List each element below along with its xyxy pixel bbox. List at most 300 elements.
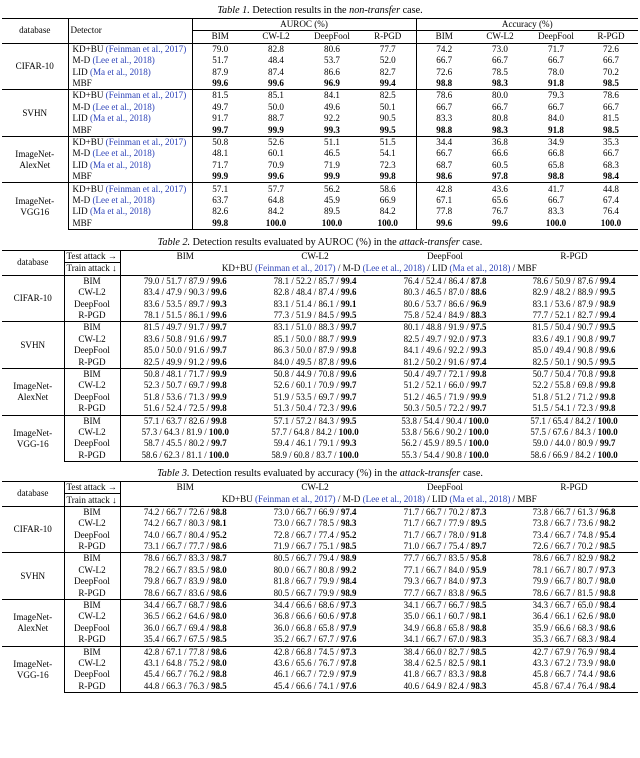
result-values: 53.8 / 54.4 / 90.4 / bbox=[401, 415, 469, 426]
legend-detector: KD+BU (Feinman et al., 2017) bbox=[221, 263, 336, 274]
detector-cell bbox=[68, 148, 192, 159]
accuracy-value: 72.6 bbox=[416, 67, 472, 78]
result-values: 42.8 / 66.8 / 74.5 / bbox=[273, 646, 341, 657]
result-best-value: 99.5 bbox=[599, 356, 616, 367]
result-values: 34.1 / 66.7 / 66.7 / bbox=[403, 600, 471, 611]
train-attack-cell: DeepFool bbox=[64, 392, 120, 403]
result-values: 41.8 / 66.7 / 83.3 / bbox=[403, 669, 471, 680]
auroc-value: 82.6 bbox=[212, 206, 229, 217]
result-values: 35.0 / 66.1 / 60.7 / bbox=[403, 611, 471, 622]
result-cell bbox=[250, 357, 380, 369]
database-cell bbox=[2, 183, 68, 230]
accuracy-value: 71.7 bbox=[528, 43, 584, 55]
result-best-value: 99.8 bbox=[340, 345, 357, 356]
result-values: 58.6 / 62.3 / 81.1 / bbox=[141, 449, 209, 460]
accuracy-value: 98.4 bbox=[603, 171, 619, 182]
result-cell bbox=[510, 611, 638, 622]
table-row bbox=[2, 403, 638, 415]
train-attack-cell: R-PGD bbox=[64, 403, 120, 415]
result-cell bbox=[120, 357, 250, 369]
result-best-value: 98.6 bbox=[211, 646, 227, 657]
result-best-value: 98.0 bbox=[599, 657, 616, 668]
train-attack-cell: CW-L2 bbox=[64, 658, 120, 669]
result-best-value: 99.7 bbox=[599, 438, 616, 449]
result-values: 84.0 / 49.5 / 87.8 / bbox=[273, 356, 341, 367]
auroc-value: 82.7 bbox=[379, 66, 396, 77]
result-cell bbox=[120, 334, 250, 345]
result-best-value: 98.3 bbox=[470, 680, 487, 691]
result-best-value: 98.0 bbox=[211, 564, 227, 575]
result-values: 78.1 / 52.2 / 85.7 / bbox=[273, 275, 341, 286]
table-caption bbox=[0, 0, 640, 17]
result-cell bbox=[510, 357, 638, 369]
table-row bbox=[2, 392, 638, 403]
accuracy-value: 98.5 bbox=[603, 78, 619, 88]
table-row bbox=[2, 67, 638, 78]
result-best-value: 99.7 bbox=[340, 391, 357, 402]
result-cell bbox=[250, 310, 380, 322]
accuracy-value: 98.3 bbox=[492, 78, 508, 88]
result-values: 81.5 / 49.7 / 91.7 / bbox=[143, 322, 212, 333]
table-row bbox=[2, 541, 638, 553]
auroc-value: 90.5 bbox=[379, 113, 396, 124]
accuracy-value: 65.8 bbox=[548, 159, 564, 170]
result-cell bbox=[120, 576, 250, 587]
result-values: 72.6 / 66.7 / 70.2 / bbox=[532, 541, 600, 552]
result-values: 74.0 / 66.7 / 80.4 / bbox=[143, 529, 212, 540]
train-attack-cell: DeepFool bbox=[64, 345, 120, 356]
accuracy-value: 66.7 bbox=[492, 101, 508, 112]
accuracy-value: 80.8 bbox=[492, 113, 508, 124]
auroc-value: 100.0 bbox=[304, 218, 360, 230]
accuracy-value: 66.6 bbox=[492, 148, 508, 159]
result-best-value: 98.5 bbox=[470, 646, 487, 657]
result-best-value: 98.0 bbox=[211, 657, 227, 668]
result-best-value: 98.6 bbox=[211, 587, 227, 598]
result-best-value: 99.8 bbox=[211, 415, 227, 426]
detector-label: LID (Ma et al., 2018) bbox=[72, 206, 151, 217]
accuracy-value: 98.6 bbox=[416, 171, 472, 183]
result-cell bbox=[510, 506, 638, 518]
accuracy-value: 78.6 bbox=[584, 90, 638, 102]
result-values: 71.9 / 66.7 / 75.1 / bbox=[273, 541, 341, 552]
table-row bbox=[2, 553, 638, 565]
auroc-value: 82.5 bbox=[360, 90, 416, 102]
accuracy-value: 98.3 bbox=[492, 124, 508, 135]
result-values: 72.8 / 66.7 / 77.4 / bbox=[273, 529, 341, 540]
table-row bbox=[2, 658, 638, 669]
result-cell bbox=[510, 334, 638, 345]
accuracy-value: 66.7 bbox=[603, 55, 619, 66]
database-name-line2: AlexNet bbox=[17, 391, 49, 402]
train-attack-cell: DeepFool bbox=[64, 530, 120, 541]
train-attack-cell: BIM bbox=[64, 599, 120, 611]
citation-link[interactable]: (Lee et al., 2018) bbox=[92, 194, 155, 205]
result-values: 73.0 / 66.7 / 66.9 / bbox=[273, 506, 341, 517]
result-best-value: 96.5 bbox=[470, 587, 487, 598]
result-cell bbox=[120, 299, 250, 310]
table-row bbox=[2, 623, 638, 634]
result-cell bbox=[120, 450, 250, 462]
auroc-value: 81.5 bbox=[192, 90, 248, 102]
result-values: 59.4 / 46.1 / 79.1 / bbox=[273, 438, 341, 449]
result-best-value: 100.0 bbox=[597, 415, 618, 426]
detector-label: LID (Ma et al., 2018) bbox=[72, 113, 151, 124]
result-best-value: 99.6 bbox=[340, 356, 357, 367]
table-row bbox=[2, 43, 638, 55]
result-cell bbox=[510, 450, 638, 462]
detector-label: KD+BU (Feinman et al., 2017) bbox=[72, 183, 187, 194]
citation-link[interactable]: (Feinman et al., 2017) bbox=[255, 494, 336, 505]
table-table3 bbox=[2, 481, 638, 693]
detector-cell bbox=[68, 195, 192, 206]
result-values: 80.1 / 48.8 / 91.9 / bbox=[403, 322, 471, 333]
legend-detector: / MBF bbox=[510, 263, 537, 274]
table-wrapper bbox=[0, 18, 640, 230]
citation-link[interactable]: (Feinman et al., 2017) bbox=[105, 136, 187, 147]
result-values: 71.7 / 66.7 / 77.9 / bbox=[403, 518, 471, 529]
table-wrapper bbox=[0, 250, 640, 462]
legend-detector: / M-D (Lee et al., 2018) bbox=[335, 263, 425, 274]
result-best-value: 99.8 bbox=[599, 403, 616, 414]
result-best-value: 99.7 bbox=[211, 438, 227, 449]
result-cell bbox=[510, 345, 638, 356]
auroc-value: 100.0 bbox=[248, 218, 304, 230]
accuracy-value: 100.0 bbox=[528, 218, 584, 230]
result-cell bbox=[380, 646, 510, 658]
result-best-value: 98.5 bbox=[211, 634, 227, 645]
database-name-line1: ImageNet- bbox=[15, 196, 55, 206]
citation-link[interactable]: (Ma et al., 2018) bbox=[89, 113, 151, 124]
result-cell bbox=[380, 669, 510, 680]
result-values: 85.0 / 49.4 / 90.8 / bbox=[532, 345, 600, 356]
table-row bbox=[2, 195, 638, 206]
result-cell bbox=[380, 427, 510, 438]
header-metric-cw-l2: CW-L2 bbox=[250, 251, 380, 263]
result-best-value: 98.8 bbox=[211, 669, 227, 680]
result-cell bbox=[250, 368, 380, 380]
citation-link[interactable]: (Ma et al., 2018) bbox=[449, 494, 511, 505]
train-attack-cell: CW-L2 bbox=[64, 334, 120, 345]
result-cell bbox=[120, 611, 250, 622]
result-cell bbox=[250, 334, 380, 345]
detector-cell bbox=[68, 78, 192, 90]
result-cell bbox=[380, 310, 510, 322]
result-values: 71.0 / 66.7 / 75.4 / bbox=[403, 541, 471, 552]
database-cell: CIFAR-10 bbox=[2, 275, 64, 322]
accuracy-value: 74.2 bbox=[416, 43, 472, 55]
citation-link[interactable]: (Lee et al., 2018) bbox=[92, 148, 155, 159]
result-cell bbox=[380, 392, 510, 403]
database-cell bbox=[2, 646, 64, 693]
result-values: 77.7 / 52.1 / 82.7 / bbox=[532, 310, 600, 321]
auroc-value: 50.0 bbox=[268, 101, 284, 112]
result-cell bbox=[510, 669, 638, 680]
result-values: 36.4 / 66.1 / 62.6 / bbox=[532, 611, 600, 622]
table-row bbox=[2, 438, 638, 449]
result-values: 36.8 / 66.6 / 60.6 / bbox=[273, 611, 341, 622]
caption-text: Detection results evaluated by accuracy (%) in the bbox=[192, 468, 400, 480]
result-best-value: 98.8 bbox=[470, 669, 487, 680]
result-best-value: 98.6 bbox=[599, 622, 616, 633]
result-cell bbox=[510, 634, 638, 646]
database-cell: CIFAR-10 bbox=[2, 43, 68, 90]
result-best-value: 98.0 bbox=[211, 576, 227, 587]
result-values: 80.6 / 53.7 / 86.6 / bbox=[403, 298, 471, 309]
accuracy-value: 66.8 bbox=[548, 148, 564, 159]
accuracy-value: 83.3 bbox=[416, 113, 472, 124]
result-cell bbox=[120, 415, 250, 427]
citation-link[interactable]: (Feinman et al., 2017) bbox=[105, 43, 187, 54]
result-best-value: 97.3 bbox=[599, 564, 616, 575]
result-best-value: 99.6 bbox=[340, 287, 357, 298]
result-values: 35.9 / 66.6 / 68.3 / bbox=[532, 622, 600, 633]
detector-cell bbox=[68, 183, 192, 195]
train-attack-cell: R-PGD bbox=[64, 588, 120, 600]
result-values: 77.7 / 66.7 / 83.5 / bbox=[403, 553, 471, 564]
detector-cell bbox=[68, 55, 192, 66]
accuracy-value: 66.7 bbox=[548, 55, 564, 66]
table-row bbox=[2, 310, 638, 322]
citation-link[interactable]: (Feinman et al., 2017) bbox=[255, 263, 336, 274]
result-values: 79.3 / 66.7 / 84.0 / bbox=[403, 576, 471, 587]
auroc-value: 48.1 bbox=[212, 148, 229, 159]
result-cell bbox=[120, 658, 250, 669]
auroc-value: 56.2 bbox=[304, 183, 360, 195]
accuracy-value: 67.1 bbox=[416, 195, 472, 206]
result-best-value: 98.9 bbox=[340, 553, 357, 564]
legend-detector: / M-D (Lee et al., 2018) bbox=[335, 494, 425, 505]
citation-link[interactable]: (Lee et al., 2018) bbox=[92, 101, 155, 112]
accuracy-value: 44.8 bbox=[584, 183, 638, 195]
result-cell bbox=[250, 553, 380, 565]
result-values: 74.2 / 66.7 / 72.6 / bbox=[143, 506, 212, 517]
table-row bbox=[2, 160, 638, 171]
table-row bbox=[2, 218, 638, 230]
result-best-value: 97.4 bbox=[470, 356, 487, 367]
table-row bbox=[2, 206, 638, 217]
table-row bbox=[2, 368, 638, 380]
result-cell bbox=[250, 287, 380, 298]
accuracy-value: 66.7 bbox=[492, 55, 508, 66]
result-cell bbox=[380, 415, 510, 427]
citation-link[interactable]: (Lee et al., 2018) bbox=[92, 55, 155, 66]
table-subheader-row bbox=[2, 494, 638, 506]
result-cell bbox=[380, 438, 510, 449]
auroc-value: 53.7 bbox=[324, 55, 340, 66]
header-train-attack: Train attack ↓ bbox=[64, 494, 120, 506]
result-values: 35.3 / 66.7 / 68.3 / bbox=[532, 634, 600, 645]
citation-link[interactable]: (Lee et al., 2018) bbox=[362, 494, 425, 505]
table-row bbox=[2, 102, 638, 113]
auroc-value: 77.7 bbox=[360, 43, 416, 55]
auroc-value: 92.2 bbox=[324, 113, 340, 124]
result-best-value: 95.8 bbox=[470, 553, 487, 564]
result-best-value: 88.3 bbox=[470, 310, 487, 321]
result-values: 77.1 / 66.7 / 84.0 / bbox=[403, 564, 471, 575]
citation-link[interactable]: (Ma et al., 2018) bbox=[89, 206, 151, 217]
result-cell bbox=[120, 646, 250, 658]
result-values: 57.7 / 64.8 / 84.2 / bbox=[271, 426, 339, 437]
citation-link[interactable]: (Ma et al., 2018) bbox=[89, 66, 151, 77]
result-values: 79.0 / 51.7 / 87.9 / bbox=[143, 275, 212, 286]
result-best-value: 95.9 bbox=[470, 564, 487, 575]
result-best-value: 89.5 bbox=[470, 518, 487, 529]
accuracy-value: 98.5 bbox=[603, 124, 619, 135]
result-values: 76.4 / 52.4 / 86.4 / bbox=[403, 275, 471, 286]
result-values: 58.7 / 45.5 / 80.2 / bbox=[143, 438, 212, 449]
table-row bbox=[2, 55, 638, 66]
result-cell bbox=[380, 368, 510, 380]
database-cell: SVHN bbox=[2, 322, 64, 369]
result-values: 56.2 / 45.9 / 89.5 / bbox=[401, 438, 469, 449]
header-test-attack: Test attack → bbox=[64, 251, 120, 263]
result-cell bbox=[380, 634, 510, 646]
table-table2 bbox=[2, 250, 638, 462]
result-values: 53.8 / 56.6 / 90.2 / bbox=[401, 426, 469, 437]
citation-link[interactable]: (Ma et al., 2018) bbox=[449, 263, 511, 274]
header-database: database bbox=[2, 251, 64, 276]
result-cell bbox=[250, 576, 380, 587]
detector-label: M-D (Lee et al., 2018) bbox=[72, 55, 155, 66]
result-cell bbox=[250, 634, 380, 646]
result-cell bbox=[510, 275, 638, 287]
accuracy-value: 84.0 bbox=[548, 113, 564, 124]
result-best-value: 96.9 bbox=[470, 298, 487, 309]
detector-label: MBF bbox=[72, 78, 92, 88]
result-values: 78.6 / 66.7 / 83.6 / bbox=[143, 587, 212, 598]
auroc-value: 46.5 bbox=[324, 148, 340, 159]
detector-cell bbox=[68, 67, 192, 78]
result-best-value: 98.1 bbox=[470, 611, 487, 622]
result-cell bbox=[250, 415, 380, 427]
result-cell bbox=[380, 287, 510, 298]
result-best-value: 95.2 bbox=[211, 529, 227, 540]
result-best-value: 98.4 bbox=[340, 576, 357, 587]
database-name-line2: VGG-16 bbox=[16, 438, 49, 449]
table-row bbox=[2, 136, 638, 148]
result-values: 81.5 / 50.4 / 90.7 / bbox=[532, 322, 600, 333]
accuracy-value: 91.8 bbox=[548, 78, 564, 88]
result-cell bbox=[250, 403, 380, 415]
citation-link[interactable]: (Feinman et al., 2017) bbox=[105, 183, 187, 194]
result-best-value: 98.2 bbox=[599, 553, 616, 564]
result-best-value: 99.6 bbox=[340, 368, 357, 379]
train-attack-cell: DeepFool bbox=[64, 623, 120, 634]
database-name-line1: ImageNet- bbox=[13, 428, 53, 439]
result-values: 71.7 / 66.7 / 70.2 / bbox=[403, 506, 471, 517]
result-best-value: 98.0 bbox=[599, 611, 616, 622]
detector-cell bbox=[68, 160, 192, 171]
detector-label: M-D (Lee et al., 2018) bbox=[72, 148, 155, 159]
result-values: 43.3 / 67.2 / 73.9 / bbox=[532, 657, 600, 668]
result-values: 77.7 / 66.7 / 83.8 / bbox=[403, 587, 471, 598]
result-values: 55.3 / 54.4 / 90.8 / bbox=[401, 449, 469, 460]
table-row bbox=[2, 275, 638, 287]
auroc-value: 99.9 bbox=[268, 124, 284, 135]
auroc-value: 99.9 bbox=[324, 171, 340, 182]
citation-link[interactable]: (Ma et al., 2018) bbox=[89, 159, 151, 170]
result-best-value: 100.0 bbox=[597, 449, 618, 460]
table-row bbox=[2, 646, 638, 658]
accuracy-value: 42.8 bbox=[416, 183, 472, 195]
result-values: 59.0 / 44.0 / 80.9 / bbox=[532, 438, 600, 449]
caption-emphasis: attack-transfer bbox=[399, 237, 460, 249]
result-cell bbox=[510, 392, 638, 403]
result-values: 51.8 / 51.2 / 71.2 / bbox=[532, 391, 600, 402]
detector-label: MBF bbox=[72, 124, 92, 135]
table-row bbox=[2, 113, 638, 124]
result-best-value: 98.3 bbox=[340, 518, 357, 529]
train-attack-cell: R-PGD bbox=[64, 541, 120, 553]
train-attack-cell: BIM bbox=[64, 506, 120, 518]
accuracy-value: 34.4 bbox=[416, 136, 472, 148]
citation-link[interactable]: (Feinman et al., 2017) bbox=[105, 90, 187, 101]
detector-cell bbox=[68, 125, 192, 137]
result-best-value: 99.7 bbox=[340, 322, 357, 333]
result-best-value: 89.7 bbox=[470, 541, 487, 552]
auroc-value: 96.9 bbox=[324, 78, 340, 88]
accuracy-value: 91.8 bbox=[548, 124, 564, 135]
auroc-value: 82.8 bbox=[248, 43, 304, 55]
train-attack-cell: DeepFool bbox=[64, 576, 120, 587]
result-values: 75.8 / 52.4 / 84.9 / bbox=[403, 310, 471, 321]
result-cell bbox=[250, 450, 380, 462]
result-cell bbox=[250, 380, 380, 391]
result-best-value: 98.4 bbox=[599, 646, 616, 657]
table-header-row bbox=[2, 482, 638, 494]
result-values: 81.8 / 66.7 / 79.9 / bbox=[273, 576, 341, 587]
detector-cell bbox=[68, 102, 192, 113]
result-values: 80.0 / 66.7 / 80.8 / bbox=[273, 564, 341, 575]
result-best-value: 98.1 bbox=[470, 657, 487, 668]
train-attack-cell: BIM bbox=[64, 275, 120, 287]
result-cell bbox=[250, 392, 380, 403]
result-values: 34.4 / 66.7 / 68.7 / bbox=[143, 600, 212, 611]
result-cell bbox=[120, 287, 250, 298]
result-best-value: 99.3 bbox=[470, 345, 487, 356]
auroc-value: 51.5 bbox=[360, 136, 416, 148]
result-best-value: 97.6 bbox=[340, 634, 357, 645]
result-cell bbox=[380, 506, 510, 518]
header-group-auroc: AUROC (%) bbox=[192, 19, 416, 31]
accuracy-value: 72.6 bbox=[584, 43, 638, 55]
result-values: 82.5 / 49.7 / 92.0 / bbox=[403, 333, 471, 344]
auroc-value: 99.6 bbox=[268, 171, 284, 182]
result-cell bbox=[250, 541, 380, 553]
table-row bbox=[2, 565, 638, 576]
result-best-value: 98.7 bbox=[211, 553, 227, 564]
accuracy-value: 35.3 bbox=[584, 136, 638, 148]
result-best-value: 100.0 bbox=[208, 426, 229, 437]
result-cell bbox=[510, 599, 638, 611]
table-row bbox=[2, 380, 638, 391]
auroc-value: 99.7 bbox=[212, 124, 229, 135]
legend-detector: KD+BU (Feinman et al., 2017) bbox=[221, 494, 336, 505]
result-best-value: 95.4 bbox=[599, 529, 616, 540]
table-row bbox=[2, 345, 638, 356]
result-values: 80.5 / 66.7 / 79.9 / bbox=[273, 587, 341, 598]
result-best-value: 98.8 bbox=[599, 587, 616, 598]
result-cell bbox=[250, 427, 380, 438]
auroc-value: 57.1 bbox=[192, 183, 248, 195]
citation-link[interactable]: (Lee et al., 2018) bbox=[362, 263, 425, 274]
result-values: 52.2 / 55.8 / 69.8 / bbox=[532, 380, 600, 391]
result-values: 78.6 / 50.9 / 87.6 / bbox=[532, 275, 600, 286]
result-values: 35.4 / 66.7 / 67.5 / bbox=[143, 634, 212, 645]
header-metric-r-pgd: R-PGD bbox=[510, 251, 638, 263]
auroc-value: 63.7 bbox=[212, 194, 229, 205]
